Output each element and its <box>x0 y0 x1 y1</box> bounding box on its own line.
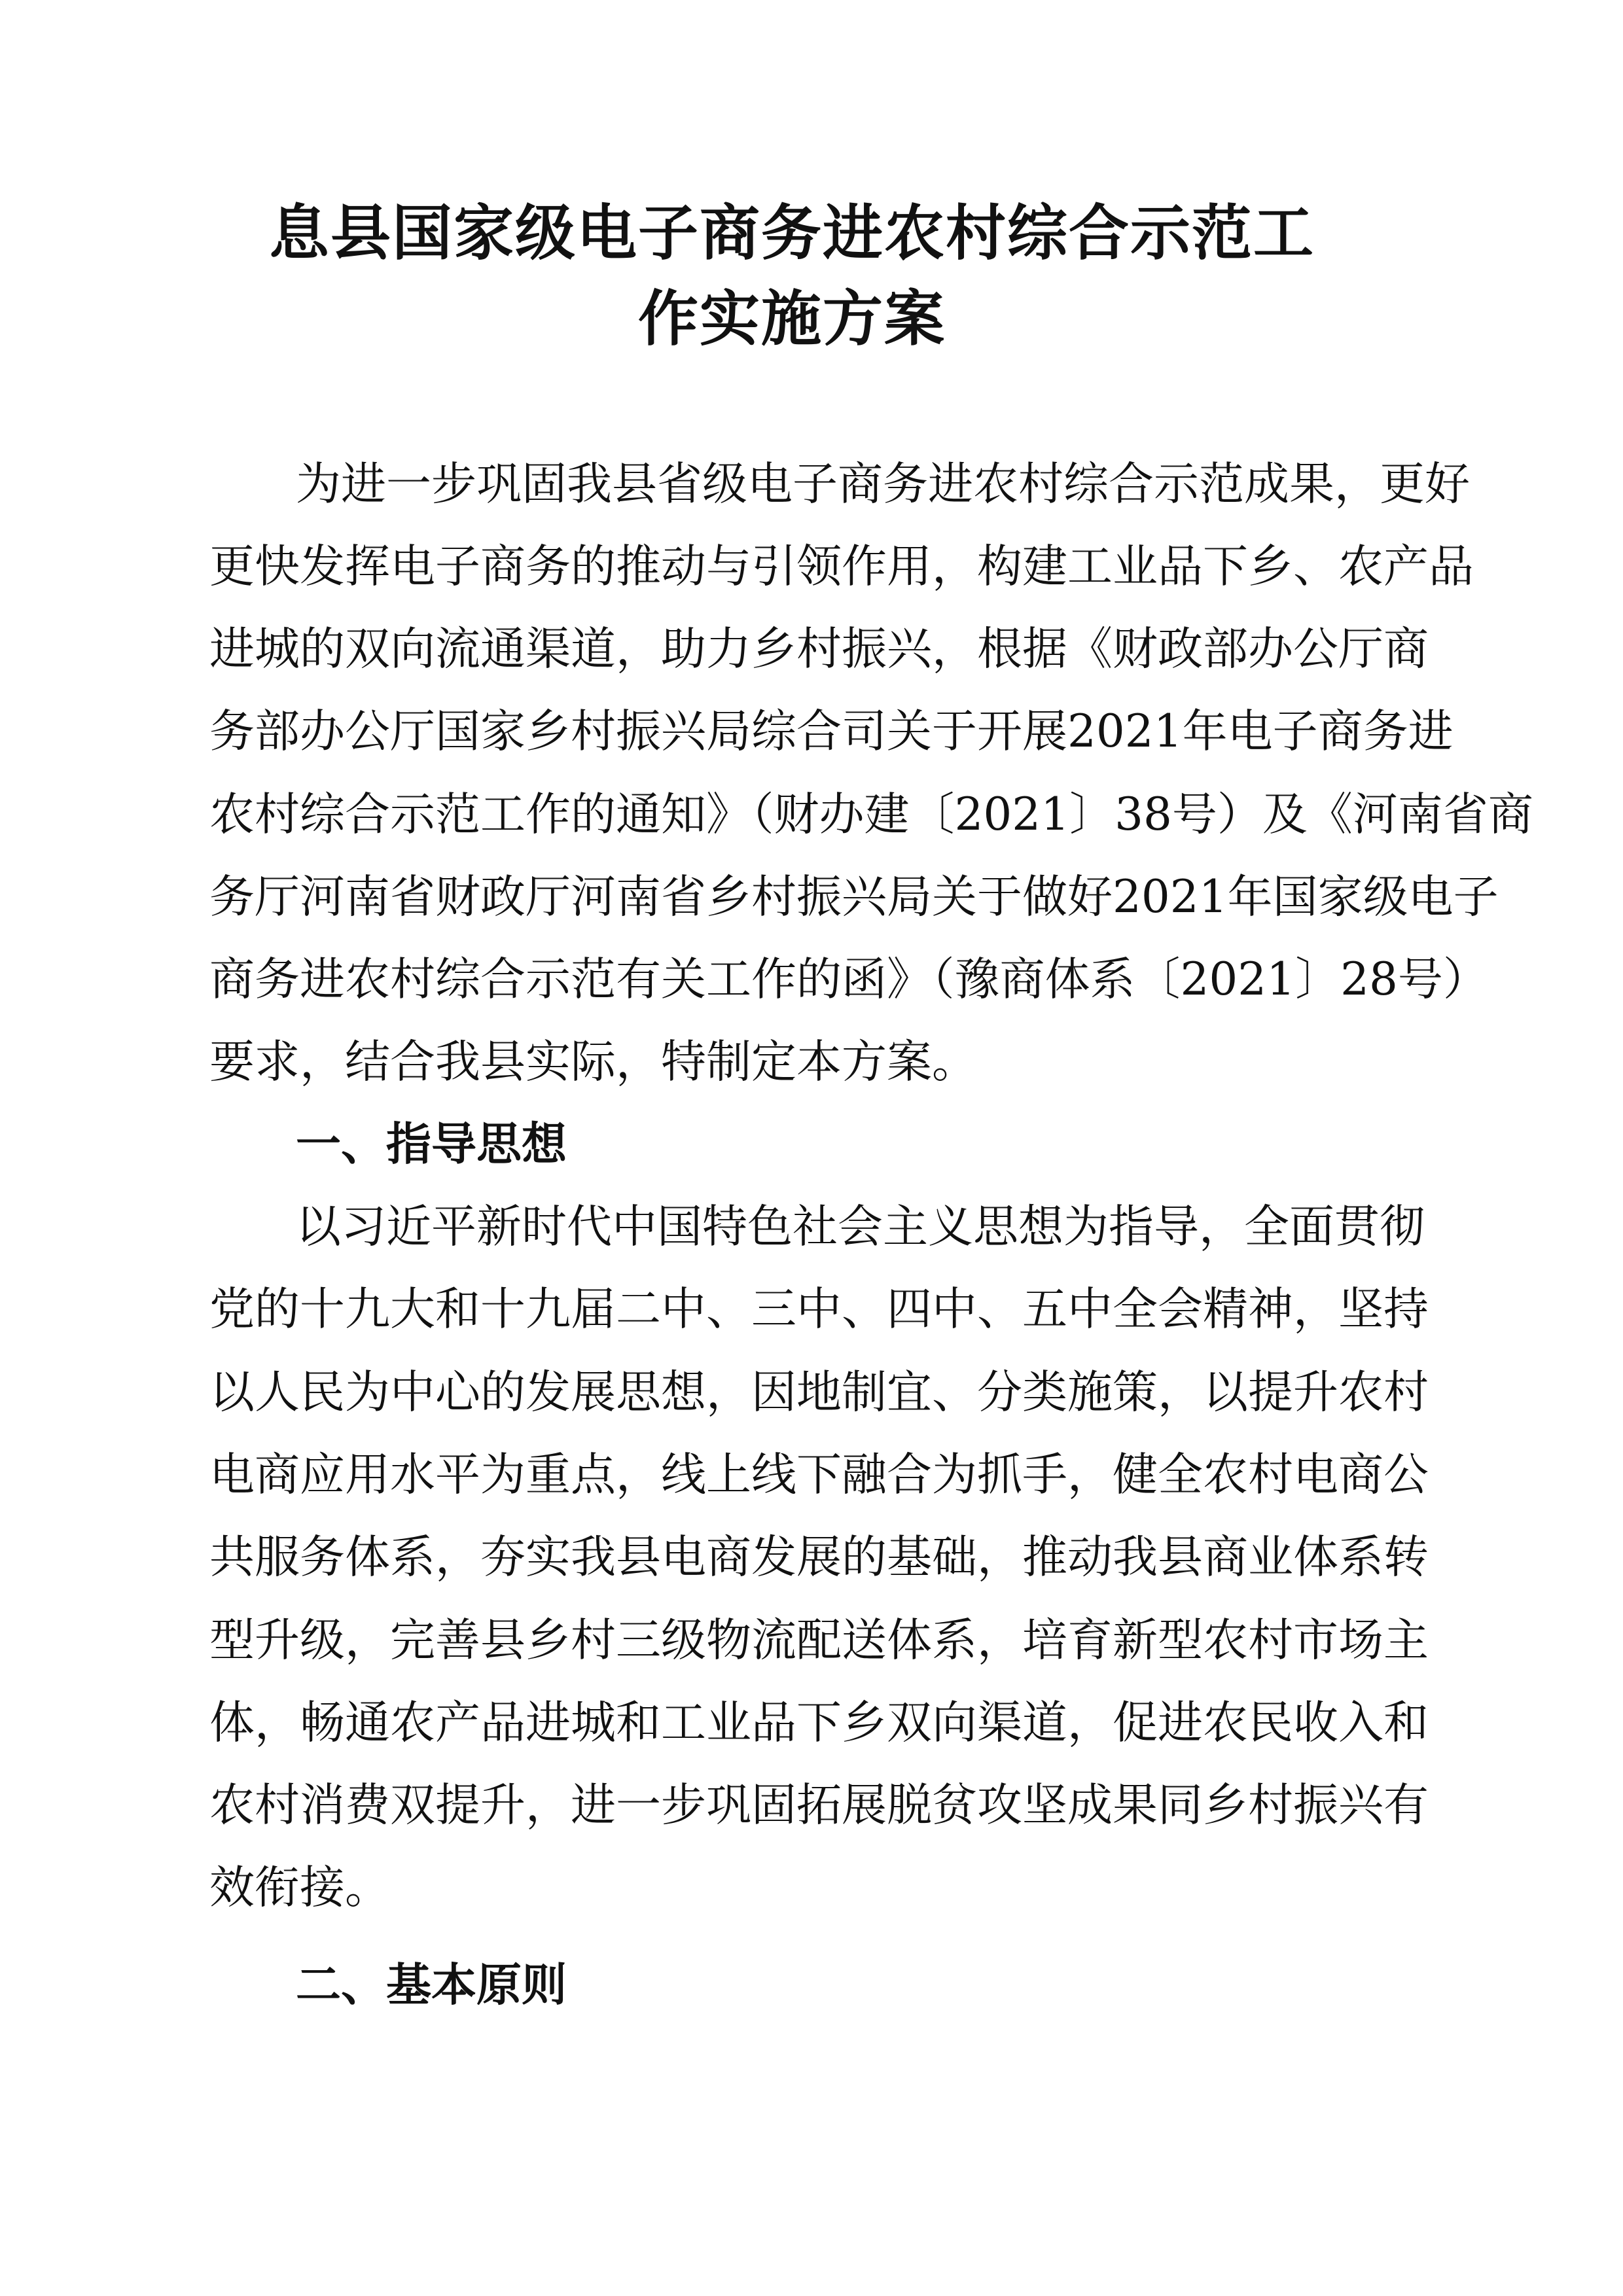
section-heading-basic-principles: 二、基本原则 <box>296 1959 567 2011</box>
section-paragraph-line: 以人民为中心的发展思想，因地制宜、分类施策，以提升农村 <box>209 1366 1429 1419</box>
intro-paragraph-line: 更快发挥电子商务的推动与引领作用，构建工业品下乡、农产品 <box>209 540 1474 593</box>
section-paragraph-line: 体，畅通农产品进城和工业品下乡双向渠道，促进农民收入和 <box>209 1697 1429 1749</box>
intro-paragraph-line: 要求，结合我县实际，特制定本方案。 <box>209 1036 977 1088</box>
section-paragraph-line: 效衔接。 <box>209 1862 390 1914</box>
intro-paragraph-line: 务厅河南省财政厅河南省乡村振兴局关于做好2021年国家级电子 <box>209 871 1499 923</box>
intro-paragraph-line: 为进一步巩固我县省级电子商务进农村综合示范成果，更好 <box>296 458 1470 510</box>
section-paragraph-line: 型升级，完善县乡村三级物流配送体系，培育新型农村市场主 <box>209 1614 1429 1667</box>
intro-paragraph-line: 进城的双向流通渠道，助力乡村振兴，根据《财政部办公厅商 <box>209 623 1429 675</box>
document-title-line-2: 作实施方案 <box>637 284 946 354</box>
intro-paragraph-line: 务部办公厅国家乡村振兴局综合司关于开展2021年电子商务进 <box>209 705 1454 758</box>
section-paragraph-line: 党的十九大和十九届二中、三中、四中、五中全会精神，坚持 <box>209 1283 1429 1335</box>
section-paragraph-line: 共服务体系，夯实我县电商发展的基础，推动我县商业体系转 <box>209 1531 1429 1583</box>
section-paragraph-line: 以习近平新时代中国特色社会主义思想为指导，全面贯彻 <box>296 1201 1425 1253</box>
intro-paragraph-line: 商务进农村综合示范有关工作的函》（豫商体系〔2021〕28号） <box>209 953 1488 1006</box>
document-title-line-1: 息县国家级电子商务进农村综合示范工 <box>268 198 1315 268</box>
section-paragraph-line: 电商应用水平为重点，线上线下融合为抓手，健全农村电商公 <box>209 1449 1429 1501</box>
section-paragraph-line: 农村消费双提升，进一步巩固拓展脱贫攻坚成果同乡村振兴有 <box>209 1779 1429 1831</box>
section-heading-guiding-ideology: 一、指导思想 <box>296 1118 567 1171</box>
intro-paragraph-line: 农村综合示范工作的通知》（财办建〔2021〕38号）及《河南省商 <box>209 788 1533 841</box>
